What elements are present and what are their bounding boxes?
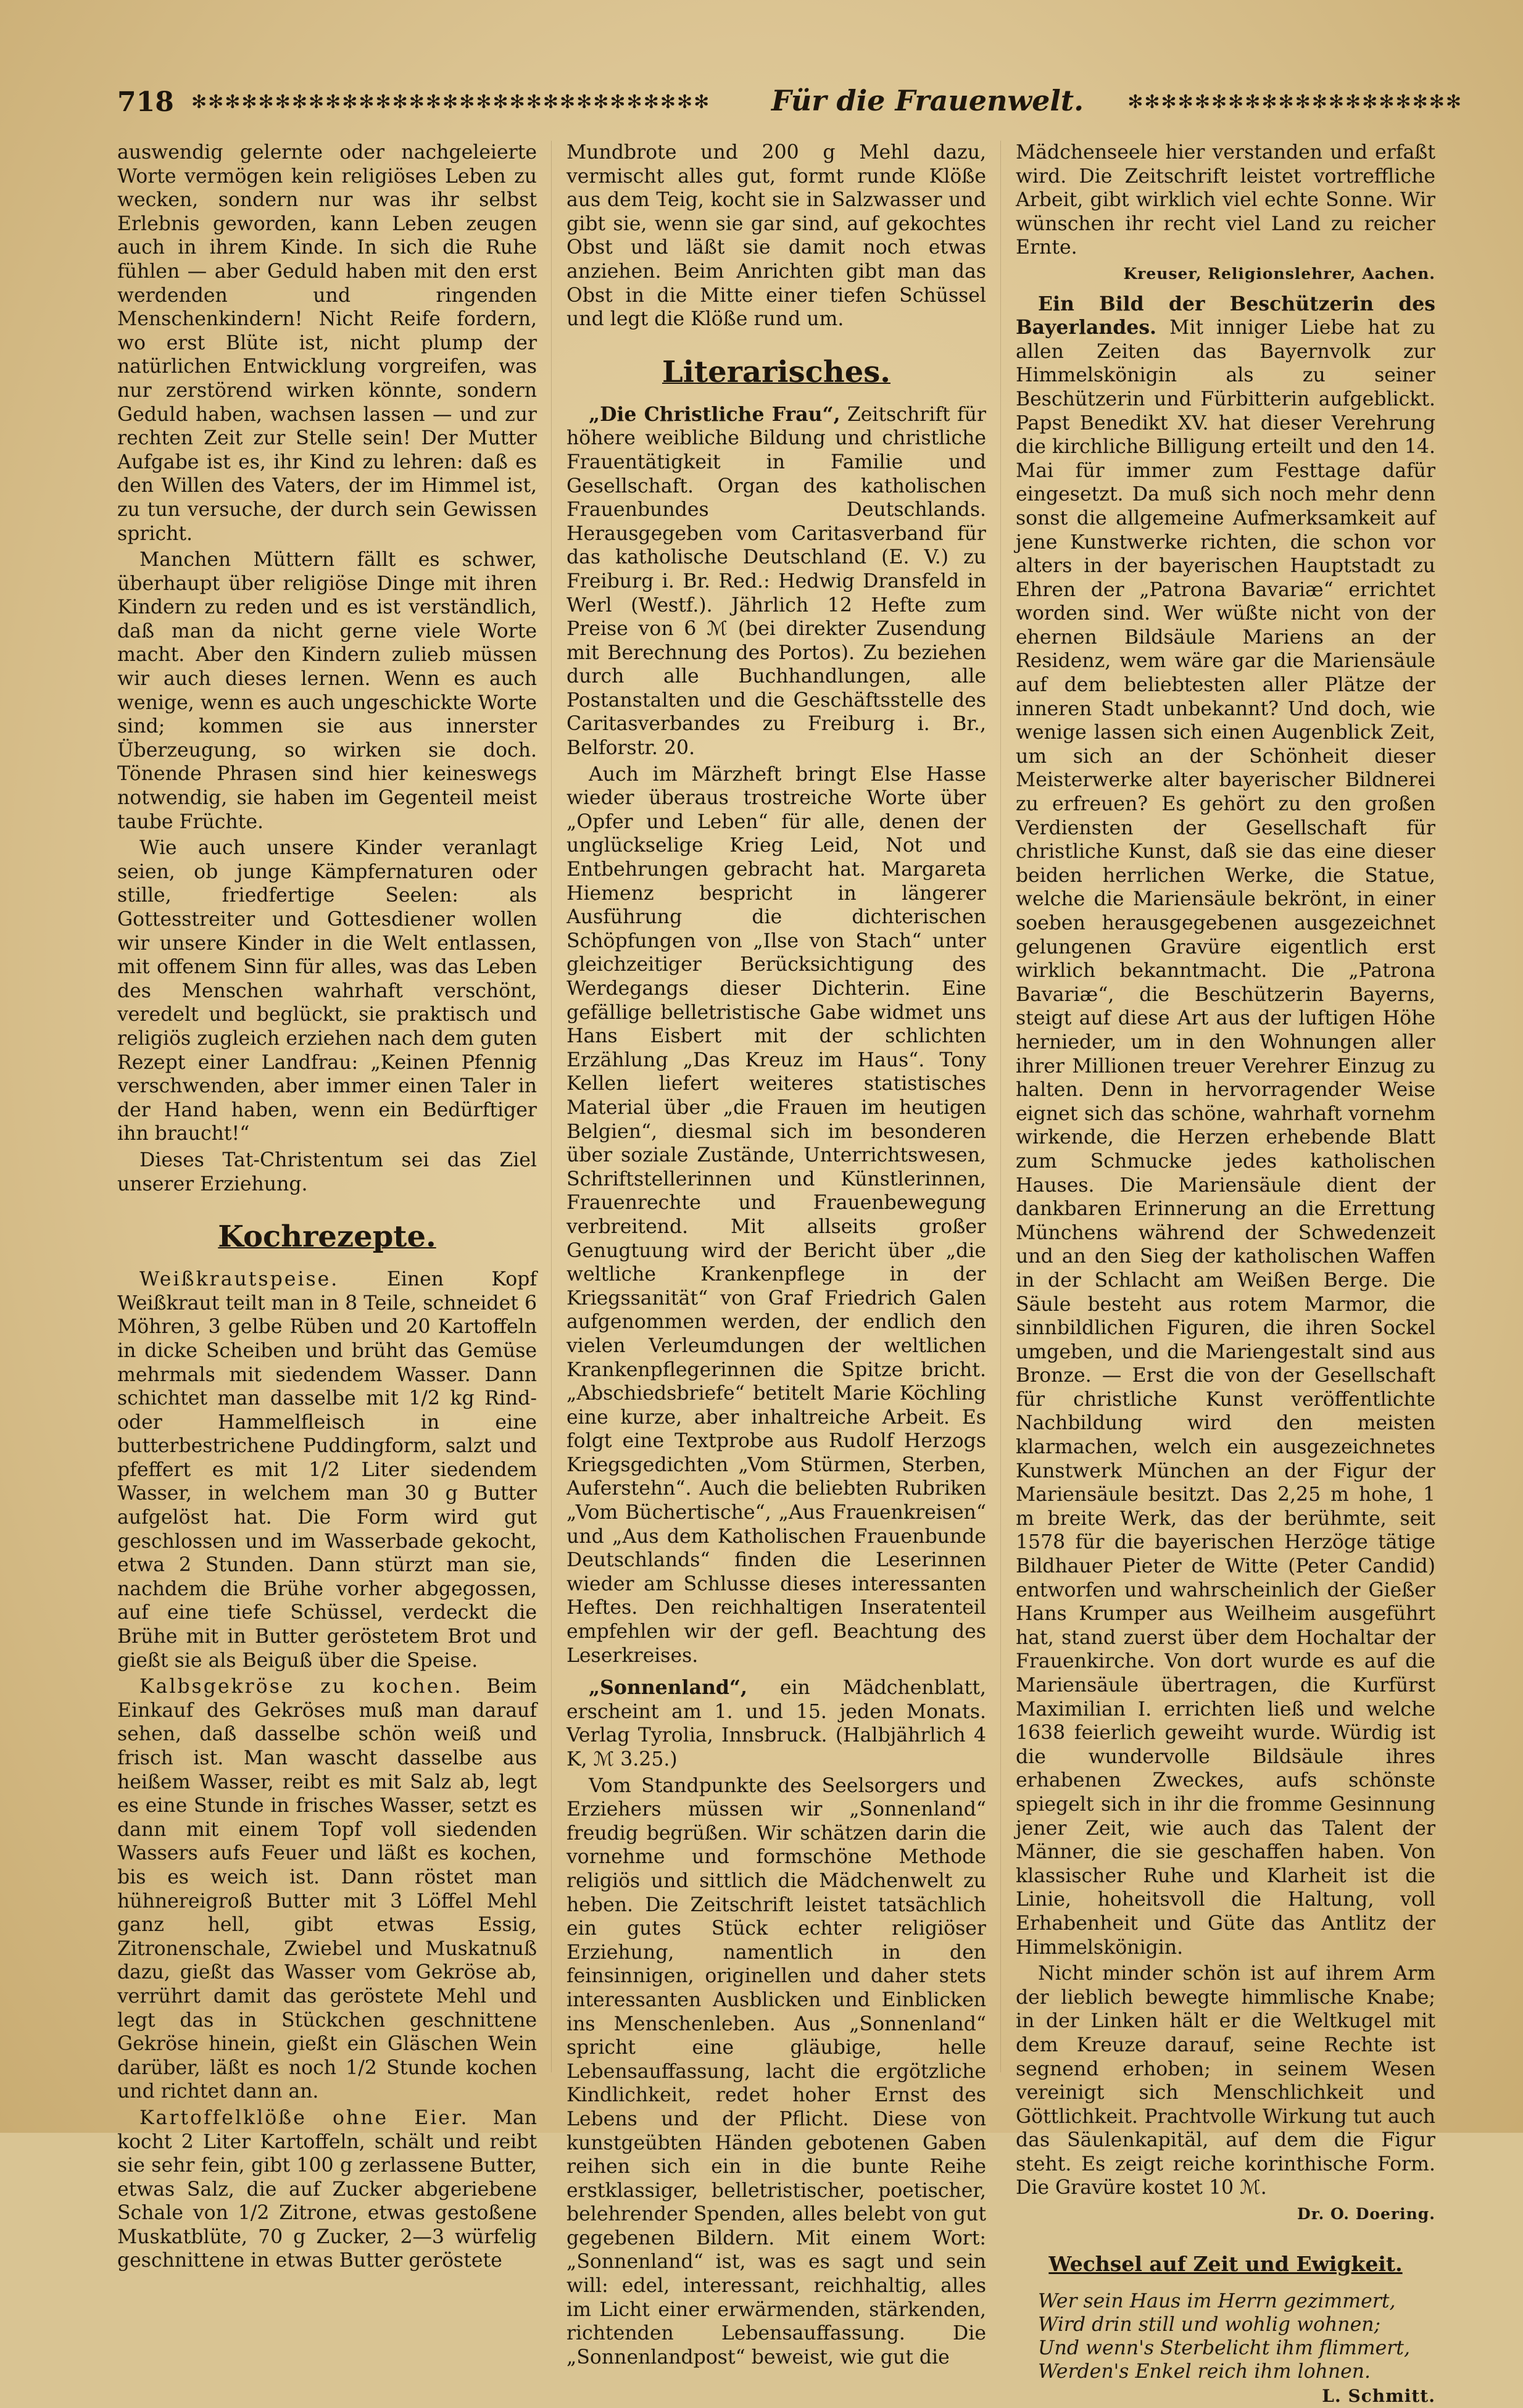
- poem-line: Wer sein Haus im Herrn gezimmert,: [1038, 2290, 1396, 2312]
- column-left: [117, 141, 537, 2272]
- column-divider: [1000, 141, 1001, 2072]
- column-middle: [566, 141, 987, 2369]
- author-signature: Dr. O. Doering.: [1297, 2205, 1435, 2223]
- poem: [1016, 2290, 1435, 2383]
- recipe-text: Beim Einkauf des Gekröses muß man darauf sehen, daß dasselbe schön weiß und frisch ist. Man wascht dasselbe aus heißem Wasser, reibt es mit Salz ab, legt es eine Stunde in frisches Wasser, setzt es dann mit einem Topf voll siedenden Wassers aufs Feuer und läßt es kochen, bis es weich ist. Dann röstet man hühnereigroß Butter mit 3 Löffel Mehl ganz hell, gibt etwas Essig, Zitronenschale, Zwiebel und Muskatnuß dazu, gießt das Wasser vom Gekröse ab, verrührt damit das geröstete Mehl und legt das in Stückchen geschnittene Gekröse hinein, gießt ein Gläschen Wein darüber, läßt es noch 1/2 Stunde kochen und richtet dann an.: [117, 1675, 537, 2103]
- paragraph: Mundbrote und 200 g Mehl dazu, vermischt alles gut, formt runde Klöße aus dem Teig, kocht sie in Salzwasser und gibt sie, wenn sie gar sind, auf gekochtes Obst und läßt sie damit noch etwas anziehen. Beim Anrichten gibt man das Obst in die Mitte einer tiefen Schüssel und legt die Klöße rund um.: [566, 141, 986, 331]
- paragraph: Dieses Tat-Christentum sei das Ziel unserer Erziehung.: [117, 1148, 537, 1195]
- poem-line: Wird drin still und wohlig wohnen;: [1038, 2313, 1381, 2336]
- article-title: Ein Bild der Beschützerin des Bayerlandes.: [1016, 292, 1435, 339]
- running-header: [117, 84, 1463, 123]
- recipe-title: Kartoffelklöße ohne Eier.: [139, 2106, 469, 2129]
- recipe-title: Weißkrautspeise.: [139, 1268, 339, 1291]
- paragraph: Nicht minder schön ist auf ihrem Arm der lieblich bewegte himmlische Knabe; in der Linken hält er die Weltkugel mit dem Kreuze darauf, seine Rechte ist segnend erhoben; in seinem Wesen vereinigt sich Menschlichkeit und Göttlichkeit. Prachtvolle Wirkung tut auch das Säulenkapitäl, auf dem die Figur steht. Es zeigt reiche korinthische Form. Die Gravüre kostet 10 ℳ.: [1016, 1962, 1435, 2199]
- recipe-paragraph: [117, 2106, 537, 2273]
- article-paragraph: [1016, 293, 1435, 1960]
- poem-line: Werden's Enkel reich ihm lohnen.: [1038, 2360, 1371, 2383]
- review-title: „Die Christliche Frau“,: [589, 402, 840, 426]
- poem-title: Wechsel auf Zeit und Ewigkeit.: [1048, 2251, 1403, 2276]
- section-heading-literarisches: Literarisches.: [662, 354, 891, 389]
- paragraph: Wie auch unsere Kinder veranlagt seien, ob junge Kämpfernaturen oder stille, friedfertige Seelen: als Gottesstreiter und Gottesdiener wollen wir unsere Kinder in die Welt entlassen, mit offenem Sinn für alles, was das Leben des Menschen wahrhaft verschönt, veredelt und beglückt, sie praktisch und religiös zugleich erziehen nach dem guten Rezept einer Landfrau: „Keinen Pfennig verschwenden, aber immer einen Taler in der Hand haben, wenn ein Bedürftiger ihn braucht!“: [117, 837, 537, 1145]
- column-right: [1016, 141, 1435, 2406]
- review-text: ein Mädchenblatt, erscheint am 1. und 15. jeden Monats. Verlag Tyrolia, Innsbruck. (Halbjährlich 4 K, ℳ 3.25.): [566, 1677, 987, 1771]
- paragraph: Manchen Müttern fällt es schwer, überhaupt über religiöse Dinge mit ihren Kindern zu reden und es ist verständlich, daß man da nicht gerne viele Worte macht. Aber den Kindern zulieb müssen wir auch dieses lernen. Wenn es auch wenige, wenn es auch ungeschickte Worte sind; kommen sie aus innerster Überzeugung, so wirken sie doch. Tönende Phrasen sind hier keineswegs notwendig, sie haben im Gegenteil meist taube Früchte.: [117, 549, 537, 833]
- poem-line: Und wenn's Sterbelicht ihm flimmert,: [1038, 2336, 1410, 2359]
- header-ornament-left: ✻✻✻✻✻✻✻✻✻✻✻✻✻✻✻✻✻✻✻✻✻✻✻✻✻✻✻✻✻✻✻: [191, 91, 711, 113]
- review-paragraph: [566, 1676, 986, 1771]
- poem-author: L. Schmitt.: [1322, 2385, 1435, 2406]
- paragraph: Vom Standpunkte des Seelsorgers und Erziehers müssen wir „Sonnenland“ freudig begrüßen. Wir schätzen darin die vornehme und formschöne Methode religiös und sittlich die Mädchenwelt zu heben. Die Zeitschrift leistet tatsächlich ein gutes Stück echter religiöser Erziehung, namentlich in den feinsinnigen, originellen und daher stets interessanten Ausblicken und Einblicken ins Menschenleben. Aus „Sonnenland“ spricht eine gläubige, helle Lebensauffassung, lacht die ergötzliche Kindlichkeit, redet hoher Ernst des Lebens und der Pflicht. Diese von kunstgeübten Händen gebotenen Gaben reihen sich ein in die bunte Reihe erstklassiger, belletristischer, poetischer, belehrender Spenden, alles belebt von gut gegebenen Bildern. Mit einem Wort: „Sonnenland“ ist, was es sagt und sein will: edel, interessant, reichhaltig, alles im Licht einer erwärmenden, stärkenden, richtenden Lebensauffassung. Die „Sonnenlandpost“ beweist, wie gut die: [566, 1774, 986, 2369]
- paragraph: Auch im Märzheft bringt Else Hasse wieder überaus trostreiche Worte über „Opfer und Leben“ für alle, denen der unglückselige Krieg Leid, Not und Entbehrungen gebracht hat. Margareta Hiemenz bespricht in längerer Ausführung die dichterischen Schöpfungen von „Ilse von Stach“ unter gleichzeitiger Berücksichtigung des Werdegangs dieser Dichterin. Eine gefällige belletristische Gabe widmet uns Hans Eisbert mit der schlichten Erzählung „Das Kreuz im Haus“. Tony Kellen liefert weiteres statistisches Material über „die Frauen im heutigen Belgien“, diesmal sich im besonderen über soziale Zustände, Unterrichtswesen, Schriftstellerinnen und Künstlerinnen, Frauenrechte und Frauenbewegung verbreitend. Mit allseits großer Genugtuung wird der Bericht über „die weltliche Krankenpflege in der Kriegssanität“ von Graf Friedrich Galen aufgenommen werden, der endlich den vielen Verleumdungen der weltlichen Krankenpflegerinnen die Spitze bricht. „Abschiedsbriefe“ betitelt Marie Köchling eine kurze, aber inhaltreiche Arbeit. Es folgt eine Textprobe aus Rudolf Herzogs Kriegsgedichten „Vom Stürmen, Sterben, Auferstehn“. Auch die beliebten Rubriken „Vom Büchertische“, „Aus Frauenkreisen“ und „Aus dem Katholischen Frauenbunde Deutschlands“ finden die Leserinnen wieder am Schlusse dieses interessanten Heftes. Den reichhaltigen Inseratenteil empfehlen wir der gefl. Beachtung des Leserkreises.: [566, 763, 986, 1667]
- review-text: Zeitschrift für höhere weibliche Bildung und christliche Frauentätigkeit in Familie und Gesellschaft. Organ des katholischen Frauenbundes Deutschlands. Herausgegeben vom Caritasverband für das katholische Deutschland (E. V.) zu Freiburg i. Br. Red.: Hedwig Dransfeld in Werl (Westf.). Jährlich 12 Hefte zum Preise von 6 ℳ (bei direkter Zusendung mit Berechnung des Portos). Zu beziehen durch alle Buchhandlungen, alle Postanstalten und die Geschäftsstelle des Caritasverbandes zu Freiburg i. Br., Belforstr. 20.: [566, 403, 987, 760]
- running-title: Für die Frauenwelt.: [771, 84, 1084, 117]
- recipe-text: Einen Kopf Weißkraut teilt man in 8 Teile, schneidet 6 Möhren, 3 gelbe Rüben und 20 Kartoffeln in dicke Scheiben und brüht das Gemüse mehrmals mit siedendem Wasser. Dann schichtet man dasselbe mit 1/2 kg Rind- oder Hammelfleisch in eine butterbestrichene Puddingform, salzt und pfeffert es mit 1/2 Liter siedendem Wasser, in welchem man 30 g Butter aufgelöst hat. Die Form wird gut geschlossen und im Wasserbade gekocht, etwa 2 Stunden. Dann stürzt man sie, nachdem die Brühe vorher abgegossen, auf eine tiefe Schüssel, verdeckt die Brühe mit in Butter geröstetem Brot und gießt sie als Beiguß über die Speise.: [117, 1268, 537, 1672]
- recipe-paragraph: [117, 1675, 537, 2104]
- review-title: „Sonnenland“,: [589, 1676, 748, 1700]
- recipe-paragraph: [117, 1268, 537, 1672]
- paragraph: auswendig gelernte oder nachgeleierte Worte vermögen kein religiöses Leben zu wecken, sondern nur was ihr selbst Erlebnis geworden, kann Leben zeugen auch in ihrem Kinde. In sich die Ruhe fühlen — aber Geduld haben mit den erst werdenden und ringenden Menschenkindern! Nicht Reife fordern, wo erst Blüte ist, nicht plump der natürlichen Entwicklung vorgreifen, was nur zerstörend wirken könnte, sondern Geduld haben, wachsen lassen — und zur rechten Zeit zur Stelle sein! Der Mutter Aufgabe ist es, ihr Kind zu lehren: daß es den Willen des Vaters, der im Himmel ist, zu tun versuche, der durch sein Gewissen spricht.: [117, 141, 537, 545]
- column-divider: [551, 141, 552, 2072]
- section-heading-kochrezepte: Kochrezepte.: [218, 1219, 436, 1255]
- recipe-text: Man kocht 2 Liter Kartoffeln, schält und reibt sie sehr fein, gibt 100 g zerlassene Butter, etwas Salz, die auf Zucker abgeriebene Schale von 1/2 Zitrone, etwas gestoßene Muskatblüte, 70 g Zucker, 2—3 würfelig geschnittene in etwas Butter geröstete: [117, 2106, 537, 2272]
- page-number: 718: [117, 86, 174, 118]
- header-ornament-right: ✻✻✻✻✻✻✻✻✻✻✻✻✻✻✻✻✻✻✻✻: [1127, 91, 1463, 113]
- article-text: Mit inniger Liebe hat zu allen Zeiten das Bayernvolk zur Himmelskönigin als zu seiner Beschützerin und Fürbitterin aufgeblickt. Papst Benedikt XV. hat dieser Verehrung die kirchliche Billigung erteilt und den 14. Mai für immer zum Festtage dafür eingesetzt. Da muß sich noch mehr denn sonst die allgemeine Aufmerksamkeit auf jene Kunstwerke richten, die schon vor alters in der bayerischen Hauptstadt zu Ehren der „Patrona Bavariæ“ errichtet worden sind. Wer wüßte nicht von der ehernen Bildsäule Mariens an der Residenz, wem wäre gar die Mariensäule auf dem beliebtesten aller Plätze der inneren Stadt unbekannt? Und doch, wie wenige lassen sich einen Augenblick Zeit, um sich an der Schönheit dieser Meisterwerke alter bayerischer Bildnerei zu erfreuen? Es gehört zu den großen Verdiensten der Gesellschaft für christliche Kunst, daß sie das eine dieser beiden herrlichen Werke, die Statue, welche die Mariensäule bekrönt, in einer soeben herausgegebenen ausgezeichnet gelungenen Gravüre eigentlich erst wirklich bekanntmacht. Die „Patrona Bavariæ“, die Beschützerin Bayerns, steigt auf diese Art aus der luftigen Höhe hernieder, um in den Wohnungen aller ihrer Millionen treuer Verehrer Einzug zu halten. Denn in hervorragender Weise eignet sich das schöne, wahrhaft vornehm wirkende, die Herzen erhebende Blatt zum Schmucke jedes katholischen Hauses. Die Mariensäule dient der dankbaren Erinnerung an die Errettung Münchens während der Schwedenzeit und an den Sieg der katholischen Waffen in der Schlacht am Weißen Berge. Die Säule besteht aus rotem Marmor, die sinnbildlichen Figuren, die ihren Sockel umgeben, und die Mariengestalt sind aus Bronze. — Erst die von der Gesellschaft für christliche Kunst veröffentlichte Nachbildung wird den meisten klarmachen, welch ein ausgezeichnetes Kunstwerk München an der Figur der Mariensäule besitzt. Das 2,25 m hohe, 1 m breite Werk, das der berühmte, seit 1578 für die bayerischen Herzöge tätige Bildhauer Pieter de Witte (Peter Candid) entworfen und wahrscheinlich der Gießer Hans Krumper aus Weilheim ausgeführt hat, stand zuerst über dem Hochaltar der Frauenkirche. Von dort wurde es auf die Mariensäule übertragen, die Kurfürst Maximilian I. errichten ließ und welche 1638 feierlich geweiht wurde. Würdig ist die wundervolle Bildsäule ihres erhabenen Zweckes, aufs schönste spiegelt sich in ihr die fromme Gesinnung jener Zeit, wie auch das Talent der Männer, die sie geschaffen haben. Von klassischer Ruhe und Klarheit ist die Linie, hoheitsvoll die Haltung, voll Erhabenheit und Güte das Antlitz der Himmelskönigin.: [1016, 317, 1435, 1959]
- author-signature: Kreuser, Religionslehrer, Aachen.: [1123, 264, 1435, 283]
- review-paragraph: [566, 403, 986, 760]
- recipe-title: Kalbsgekröse zu kochen.: [139, 1675, 463, 1698]
- paragraph: Mädchenseele hier verstanden und erfaßt wird. Die Zeitschrift leistet vortreffliche Arbeit, gibt wirklich viel echte Sonne. Wir wünschen ihr recht viel Land zu reicher Ernte.: [1016, 141, 1435, 259]
